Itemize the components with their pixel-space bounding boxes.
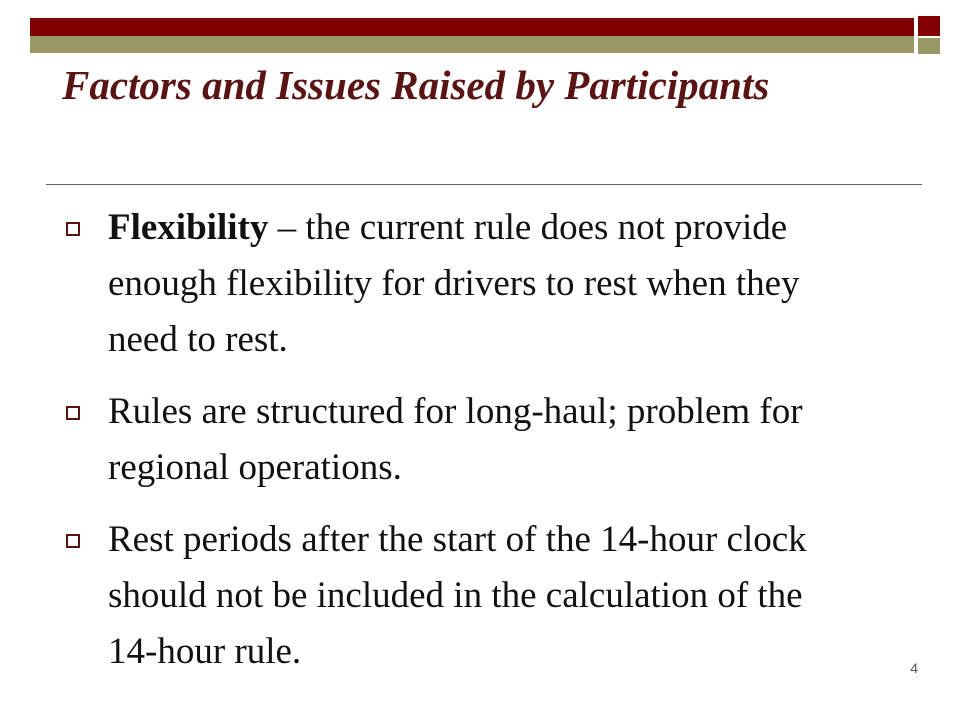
bullet-text: Rest periods after the start of the 14-hour clock should not be included in the calculation of the 14-hour rule. [108,519,807,672]
bullet-item [66,200,846,368]
bullet-text: – the current rule does not provide enough flexibility for drivers to rest when they need to rest. [108,207,800,360]
bullet-term: Flexibility [108,207,269,248]
slide-title: Factors and Issues Raised by Participants [62,62,770,108]
bullet-item [66,512,846,680]
header-square-dark [918,16,940,36]
header-band-olive [30,36,914,53]
bullet-list [66,200,846,696]
hollow-square-icon [66,534,80,548]
title-divider [46,184,922,185]
bullet-text: Rules are structured for long-haul; problem for regional operations. [108,391,803,488]
header-band-dark [30,18,914,36]
hollow-square-icon [66,406,80,420]
header-square-olive [918,38,940,54]
hollow-square-icon [66,222,80,236]
bullet-item [66,384,846,496]
page-number: 4 [910,660,918,676]
